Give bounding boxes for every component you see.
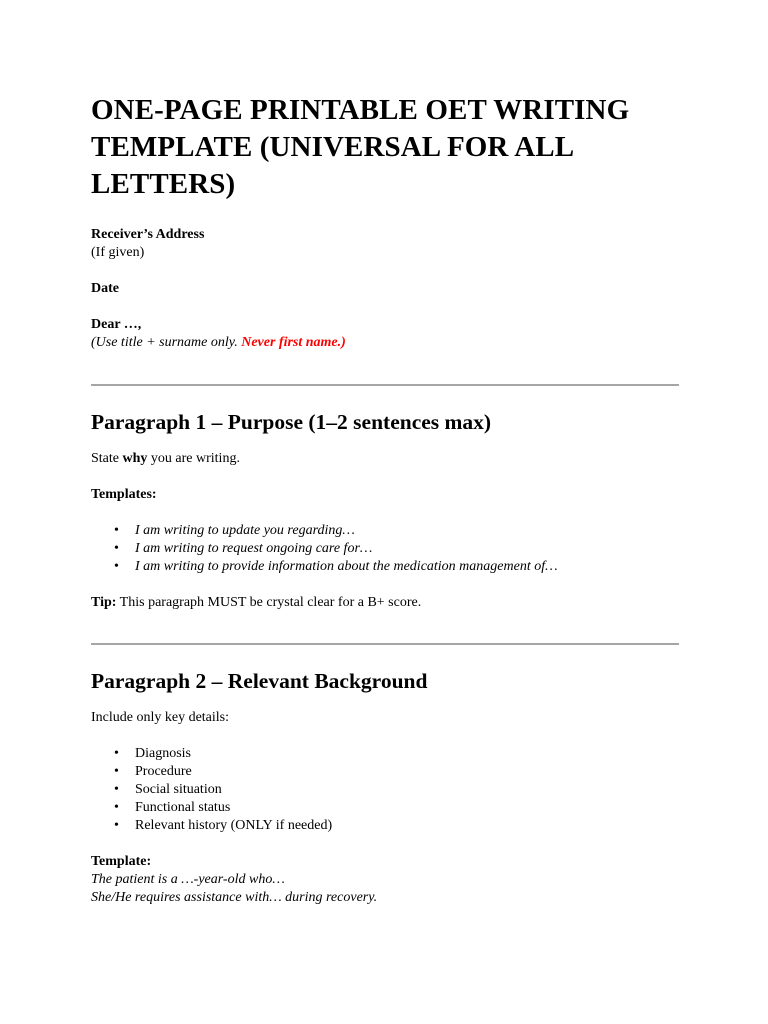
template-line: The patient is a …-year-old who… — [91, 872, 285, 887]
list-item: • I am writing to update you regarding… — [135, 522, 679, 540]
list-item: • I am writing to request ongoing care for… — [135, 540, 679, 558]
list-item: • Relevant history (ONLY if needed) — [135, 817, 679, 835]
list-item: • Functional status — [135, 799, 679, 817]
list-item: • Diagnosis — [135, 745, 679, 763]
receiver-label: Receiver’s Address — [91, 227, 205, 242]
salutation-block — [91, 316, 679, 352]
paragraph1-templates-label: Templates: — [91, 487, 157, 502]
paragraph2-template-block — [91, 853, 679, 907]
salutation: Dear …, — [91, 317, 142, 332]
paragraph2-heading: Paragraph 2 – Relevant Background — [91, 669, 428, 693]
tip-label: Tip: — [91, 595, 117, 610]
page-title: ONE-PAGE PRINTABLE OET WRITING TEMPLATE (UNIVERSAL FOR ALL LETTERS) — [91, 94, 630, 200]
paragraph2-item-list — [91, 745, 679, 835]
paragraph2-template-label: Template: — [91, 854, 152, 869]
tip-text: This paragraph MUST be crystal clear for a B+ score. — [116, 595, 422, 610]
paragraph1-tip — [91, 594, 679, 612]
receiver-note: (If given) — [91, 245, 145, 260]
paragraph1-intro-pre: State — [91, 451, 123, 466]
date-label: Date — [91, 281, 119, 296]
paragraph1-intro-post: you are writing. — [147, 451, 240, 466]
paragraph1-heading: Paragraph 1 – Purpose (1–2 sentences max) — [91, 410, 492, 434]
template-line: She/He requires assistance with… during recovery. — [91, 890, 378, 905]
receiver-block — [91, 226, 679, 262]
paragraph1-template-list — [91, 522, 679, 576]
list-item: • Social situation — [135, 781, 679, 799]
salutation-warning: Never first name.) — [241, 335, 346, 350]
document-content — [91, 92, 679, 907]
section-divider — [91, 384, 679, 386]
paragraph1-intro — [91, 450, 679, 468]
list-item: • Procedure — [135, 763, 679, 781]
list-item: • I am writing to provide information about the medication management of… — [135, 558, 679, 576]
paragraph1-intro-bold: why — [122, 451, 148, 466]
paragraph2-intro: Include only key details: — [91, 710, 230, 725]
salutation-note: (Use title + surname only. — [91, 335, 242, 350]
section-divider — [91, 643, 679, 645]
salutation-note-line — [91, 334, 679, 352]
